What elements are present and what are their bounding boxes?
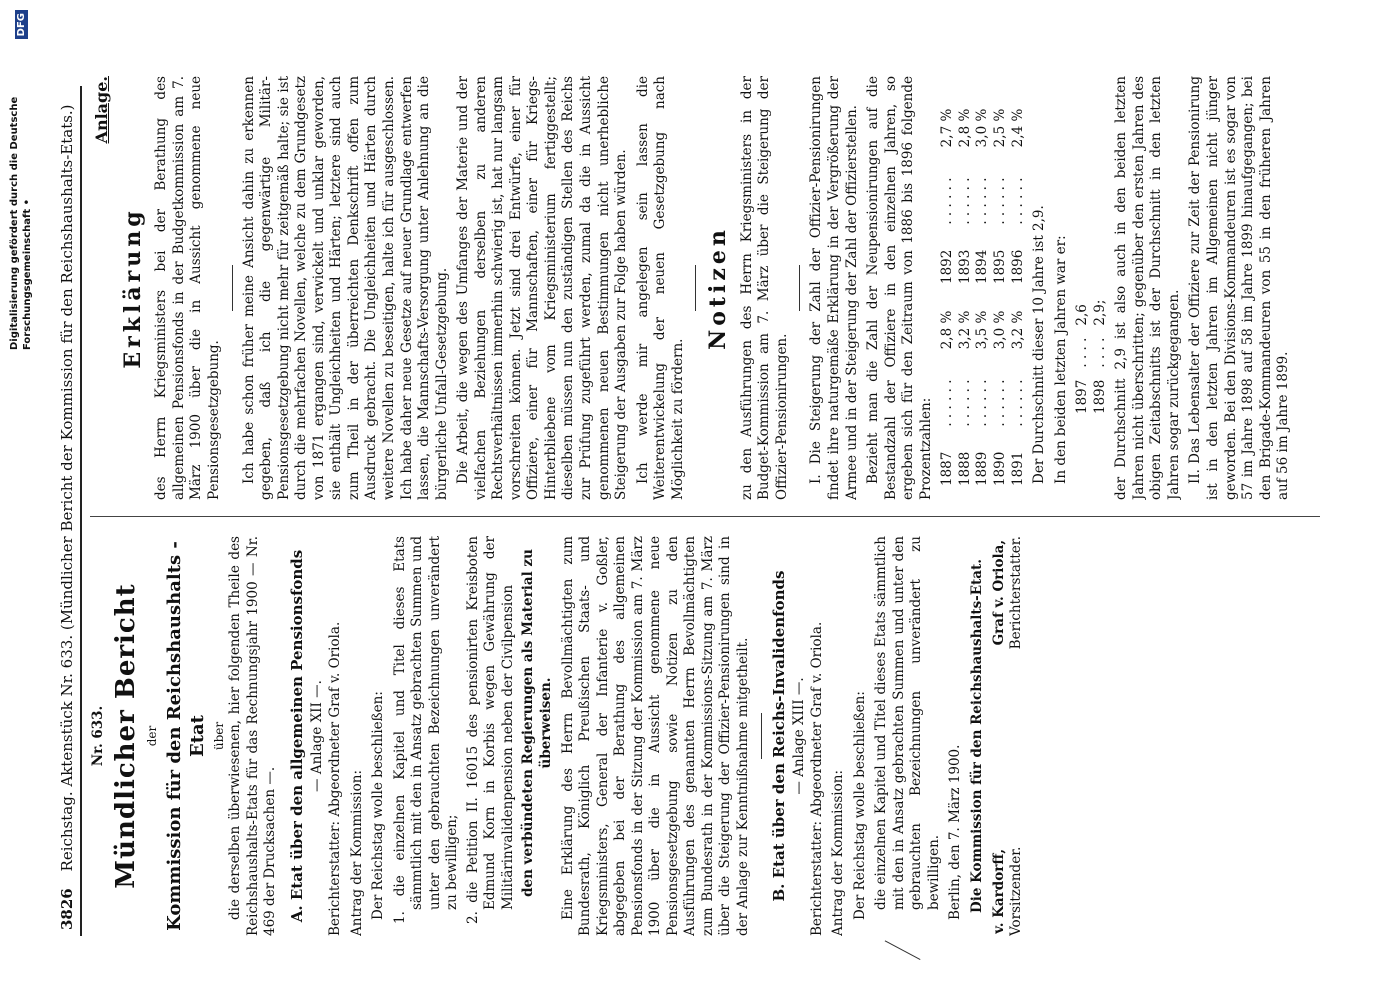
digitization-text: Digitalisierung gefördert durch die Deutsche Forschungsgemeinschaft •: [9, 96, 33, 350]
dots: . . . . . .: [1009, 379, 1026, 427]
note-2: Bezieht man die Zahl der Neupensionirungen auf die Bestandzahl der Offiziere in den einzelnen Jahren, so ergeben sich für den Zeitraum von 1886 bis 1896 folgende Prozentzahlen:: [865, 76, 934, 500]
section-a-anlage: — Anlage XII —.: [309, 680, 326, 792]
value-cell: 2,6: [1074, 304, 1091, 326]
value-cell: 2,4 %: [1009, 108, 1026, 148]
right-column: [90, 76, 1330, 500]
notes-intro: zu den Ausführungen des Herrn Kriegsministers in der Budget-Kommission am 7. März über die Steigerung der Offizier-Pensionirungen.: [738, 76, 790, 500]
digitization-note: [8, 10, 34, 350]
year-cell: 1888: [956, 451, 973, 486]
intro-text: die derselben überwiesenen, hier folgenden Theile des Reichshaushalts-Etats für das Rechnungsjahr 1900 — Nr. 469 der Drucksachen —.: [227, 536, 279, 936]
section-a-title: A. Etat über den allgemeinen Pensionsfonds: [287, 549, 306, 923]
dots: . . . . . .: [1009, 177, 1026, 225]
ueber-word: über: [211, 721, 226, 751]
chair-role: Vorsitzender.: [1008, 846, 1025, 936]
header-rule: [80, 86, 82, 936]
chair-name: v. Kardorff,: [990, 848, 1007, 934]
percentage-table: [939, 86, 1027, 490]
commission-signature: Die Kommission für den Reichshaushalts-Etat.: [969, 559, 985, 913]
year-cell: 1894: [974, 249, 991, 285]
year-cell: 1898: [1091, 379, 1108, 414]
value-cell: 3,2 %: [956, 310, 973, 350]
value-cell: 3,0 %: [974, 108, 991, 148]
notes-intro-divider: [799, 265, 800, 311]
dots: . . . . . .: [956, 177, 973, 225]
notes-title: Notizen: [705, 226, 732, 350]
value-cell: 2,9;: [1091, 299, 1108, 326]
dots: . . . . . .: [991, 379, 1008, 427]
year-cell: 1889: [974, 451, 991, 486]
section-a-item-1: 1. die einzelnen Kapitel und Titel dieses Etats sämmtlich mit den in Ansatz gebrachten Summen und unter den gebrauchten Bezeichnungen unverändert zu bewilligen;: [391, 536, 461, 924]
section-a-item-2: 2. die Petition II. 16015 des pensionirten Kreisboten Edmund Korn in Korbis wegen Gewährung der Militärinvalidenpension neben der Civilpension: [464, 536, 516, 924]
dots: . . . . . .: [939, 379, 956, 427]
declaration-title: Erklärung: [119, 207, 146, 369]
value-cell: 2,5 %: [991, 108, 1008, 148]
value-cell: 3,5 %: [974, 310, 991, 350]
section-b-anlage: — Anlage XIII —.: [791, 677, 808, 795]
year-cell: 1893: [956, 249, 973, 285]
section-a-resolve: Der Reichstag wolle beschließen:: [370, 691, 387, 920]
rapporteur-role: Berichterstatter.: [1008, 536, 1025, 650]
note-3: der Durchschnitt 2,9 ist also auch in den beiden letzten Jahren nicht überschritten; gegenüber den ersten Jahren des obigen Zeitabschnitts ist der Durchschnitt in den letzten Jahren sogar zurückgegangen.: [1113, 76, 1182, 500]
table-row: [1010, 86, 1028, 490]
declaration-paragraph-3: Ich werde mir angelegen sein lassen die Weiterentwickelung der neuen Gesetzgebung nach Möglichkeit zu fördern.: [634, 76, 686, 500]
der-word: der: [145, 725, 160, 747]
section-a-motion: Antrag der Kommission:: [348, 770, 365, 936]
section-b-resolve: Der Reichstag wolle beschließen:: [851, 691, 868, 920]
signatures: [991, 536, 1026, 936]
column-divider: [90, 516, 1320, 517]
year-cell: 1890: [991, 451, 1008, 486]
value-cell: 2,8 %: [939, 310, 956, 350]
dots: . . . . . .: [956, 379, 973, 427]
declaration-divider: [232, 265, 233, 311]
left-column: [90, 536, 1330, 936]
year-cell: 1892: [939, 249, 956, 285]
table-row: [939, 86, 957, 490]
declaration-paragraph-1: Ich habe schon früher meine Ansicht dahin zu erkennen gegeben, daß ich die gegenwärtige Militär-Pensionsgesetzgebung nicht mehr für zeitgemäß halte; sie ist durch die mehrfachen Novellen, welche zu dem Grundgesetz von 1871 ergangen sind, verwickelt und unklar geworden, sie enthält Ungleichheiten und Härten; letztere sind auch zum Theil in der überreichten Denkschrift offen zum Ausdruck gebracht. Die Ungleichheiten und Härten durch weitere Novellen zu beseitigen, halte ich für ausgeschlossen. Ich habe daher neue Gesetze auf neuer Grundlage entwerfen lassen, die Mannschafts-Versorgung unter Anlehnung an die bürgerliche Unfall-Gesetzgebung.: [240, 76, 450, 500]
document-number: Nr. 633.: [90, 705, 106, 767]
section-b-rapporteur: Berichterstatter: Abgeordneter Graf v. Oriola.: [808, 621, 825, 936]
section-a-note: Eine Erklärung des Herrn Bevollmächtigten zum Bundesrath, Königlich Preußischen Staats- und Kriegsministers, General der Infanterie v. Goßler, abgegeben bei der Berathung des allgemeinen Pensionsfonds in der Sitzung der Kommission am 7. März 1900 über die in Aussicht genommene neue Pensionsgesetzgebung sowie Notizen zu den Ausführungen des genannten Herrn Bevollmächtigten zum Bundesrath in der Kommissions-Sitzung am 7. März über die Steigerung der Offizier-Pensionirungen sind in der Anlage zur Kenntnißnahme mitgetheilt.: [559, 536, 752, 936]
dots: . . . . . .: [974, 177, 991, 225]
dots: . . . . . .: [939, 177, 956, 225]
section-b-title: B. Etat über den Reichs-Invalidenfonds: [769, 570, 788, 902]
report-date: Berlin, den 7. März 1900.: [947, 744, 964, 920]
value-cell: 2,7 %: [939, 108, 956, 148]
signature-chair: [991, 847, 1026, 936]
dfg-logo: DFG: [15, 10, 28, 39]
section-a-item-2-conclusion: den verbündeten Regierungen als Material zu überweisen.: [520, 549, 555, 897]
year-cell: 1896: [1009, 249, 1026, 285]
table-row: [1092, 294, 1110, 420]
year-cell: 1897: [1074, 379, 1091, 414]
table-row: [974, 86, 992, 490]
notes-divider: [695, 265, 696, 311]
value-cell: 2,8 %: [956, 108, 973, 148]
rapporteur-name: Graf v. Oriola,: [990, 539, 1007, 646]
year-cell: 1895: [991, 249, 1008, 285]
section-a-rapporteur: Berichterstatter: Abgeordneter Graf v. Oriola.: [327, 621, 343, 936]
page-number: 3826: [58, 888, 76, 930]
declaration-paragraph-2: Die Arbeit, die wegen des Umfanges der Materie und der vielfachen Beziehungen derselben zu anderen Rechtsverhältnissen immerhin schwierig ist, hat nur langsam vorschreiten können. Jetzt sind drei Entwürfe, einer für Offiziere, einer für Mannschaften, einer für Kriegs-Hinterbliebene vom Kriegsministerium fertiggestellt; dieselben müssen nun den zuständigen Stellen des Reichs zur Prüfung zugeführt werden, zumal da die in Aussicht genommenen neuen Bestimmungen nicht unerhebliche Steigerung der Ausgaben zur Folge haben würden.: [455, 76, 630, 500]
dots: . . . .: [1091, 337, 1108, 368]
last-years-note: In den beiden letzten Jahren war er:: [1052, 235, 1069, 484]
report-title: Mündlicher Bericht: [110, 583, 141, 889]
dots: . . . . . .: [974, 379, 991, 427]
running-title: Reichstag. Aktenstück Nr. 633. (Mündlicher Bericht der Kommission für den Reichshaushalts-Etats.): [58, 104, 76, 872]
running-header: [58, 58, 78, 930]
signature-rapporteur: [991, 536, 1026, 649]
year-cell: 1891: [1009, 451, 1026, 486]
pencil-mark: [885, 940, 921, 960]
table-row: [992, 86, 1010, 490]
appendix-label: Anlage.: [92, 76, 111, 144]
dots: . . . . . .: [991, 177, 1008, 225]
table-row: [1074, 294, 1092, 420]
section-b-item: die einzelnen Kapitel und Titel dieses Etats sämmtlich mit den in Ansatz gebrachten Summen und unter den gebrauchten Bezeichnungen unverändert zu bewilligen.: [873, 536, 942, 910]
section-b-motion: Antrag der Kommission:: [830, 770, 847, 936]
note-1: I. Die Steigerung der Zahl der Offizier-Pensionirungen findet ihre naturgemäße Erklärung in der Vergrößerung der Armee und in der Steigerung der Zahl der Offizierstellen.: [808, 76, 860, 500]
value-cell: 3,0 %: [991, 310, 1008, 350]
commission-title: Kommission für den Reichshaushalts - Etat: [163, 541, 209, 931]
year-cell: 1887: [939, 451, 956, 486]
average-note: Der Durchschnitt dieser 10 Jahre ist 2,9.: [1031, 205, 1048, 484]
last-years-table: [1074, 294, 1109, 420]
table-row: [957, 86, 975, 490]
section-divider: [761, 713, 762, 759]
value-cell: 3,2 %: [1009, 310, 1026, 350]
note-4: II. Das Lebensalter der Offiziere zur Zeit der Pensionirung ist in den letzten Jahren im Allgemeinen nicht jünger geworden. Bei den Divisions-Kommandeuren ist es sogar von 57 im Jahre 1898 auf 58 im Jahre 1899 hinaufgegangen; bei den Brigade-Kommandeuren von 55 in den früheren Jahren auf 56 im Jahre 1899.: [1187, 76, 1292, 500]
declaration-intro: des Herrn Kriegsministers bei der Berathung des allgemeinen Pensionsfonds in der Budgetkommission am 7. März 1900 über die in Aussicht genommene neue Pensionsgesetzgebung.: [153, 76, 223, 500]
dots: . . . .: [1074, 337, 1091, 368]
